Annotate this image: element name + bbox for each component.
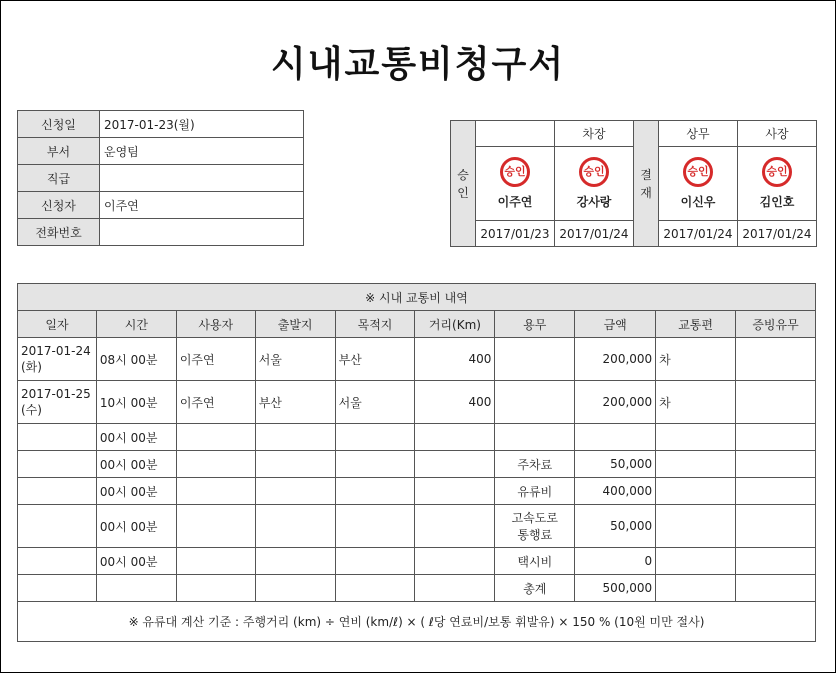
table-cell [18, 478, 97, 505]
table-cell [415, 548, 495, 575]
table-row [18, 338, 816, 381]
table-cell: 400 [415, 338, 495, 381]
table-cell [575, 424, 656, 451]
approval-role [476, 121, 555, 147]
info-label: 부서 [18, 138, 100, 165]
info-label: 직급 [18, 165, 100, 192]
table-cell [255, 575, 335, 602]
table-cell [255, 451, 335, 478]
approver-name: 강사랑 [576, 195, 612, 209]
approval-signature [476, 147, 555, 221]
info-value [100, 165, 304, 192]
info-value: 이주연 [100, 192, 304, 219]
table-cell: 50,000 [575, 451, 656, 478]
info-row [18, 111, 304, 138]
table-cell: 400,000 [575, 478, 656, 505]
approval-signature [738, 147, 817, 221]
table-cell: 2017-01-24 (화) [18, 338, 97, 381]
table-cell [495, 338, 575, 381]
info-value: 2017-01-23(월) [100, 111, 304, 138]
table-cell [656, 505, 736, 548]
table-row [18, 575, 816, 602]
approval-side-label: 승 인 [451, 121, 476, 247]
table-cell [656, 548, 736, 575]
table-cell [176, 505, 255, 548]
approval-table [450, 120, 817, 247]
approval-stamp-icon: 승인 [762, 157, 792, 187]
approval-stamp-icon: 승인 [579, 157, 609, 187]
approval-date: 2017/01/23 [476, 221, 555, 247]
table-cell [176, 478, 255, 505]
table-cell [335, 575, 415, 602]
table-cell [255, 505, 335, 548]
table-row [18, 548, 816, 575]
table-cell: 차 [656, 338, 736, 381]
column-header: 시간 [96, 311, 176, 338]
table-cell [736, 381, 816, 424]
approval-date: 2017/01/24 [738, 221, 817, 247]
table-cell [335, 451, 415, 478]
table-cell [656, 451, 736, 478]
approval-role: 사장 [738, 121, 817, 147]
table-cell [96, 575, 176, 602]
caption-row [18, 284, 816, 311]
column-header: 거리(Km) [415, 311, 495, 338]
column-header: 증빙유무 [736, 311, 816, 338]
table-cell: 고속도로 통행료 [495, 505, 575, 548]
table-cell [736, 338, 816, 381]
info-label: 신청자 [18, 192, 100, 219]
column-header: 금액 [575, 311, 656, 338]
table-cell: 이주연 [176, 381, 255, 424]
table-row [18, 505, 816, 548]
table-cell: 총계 [495, 575, 575, 602]
approval-signature [555, 147, 634, 221]
column-header: 교통편 [656, 311, 736, 338]
info-value: 운영팀 [100, 138, 304, 165]
table-cell [415, 451, 495, 478]
approval-signature [659, 147, 738, 221]
info-label: 전화번호 [18, 219, 100, 246]
info-row [18, 138, 304, 165]
column-header: 출발지 [255, 311, 335, 338]
table-cell [335, 478, 415, 505]
table-cell: 주차료 [495, 451, 575, 478]
table-cell [176, 451, 255, 478]
table-cell [656, 575, 736, 602]
approval-stamp-icon: 승인 [500, 157, 530, 187]
approval-date: 2017/01/24 [659, 221, 738, 247]
table-cell: 200,000 [575, 338, 656, 381]
table-cell [255, 424, 335, 451]
table-cell: 택시비 [495, 548, 575, 575]
approval-role: 차장 [555, 121, 634, 147]
info-row [18, 165, 304, 192]
approver-name: 이신우 [680, 195, 716, 209]
table-caption: ※ 시내 교통비 내역 [18, 284, 816, 311]
table-cell: 08시 00분 [96, 338, 176, 381]
table-cell [415, 505, 495, 548]
column-header: 용무 [495, 311, 575, 338]
approval-role: 상무 [659, 121, 738, 147]
table-cell [18, 548, 97, 575]
approval-date: 2017/01/24 [555, 221, 634, 247]
applicant-info-table [17, 110, 304, 246]
table-cell [495, 381, 575, 424]
table-cell [18, 451, 97, 478]
table-cell [176, 575, 255, 602]
table-cell [736, 575, 816, 602]
column-header: 사용자 [176, 311, 255, 338]
table-cell [176, 548, 255, 575]
settlement-side-label: 결 재 [634, 121, 659, 247]
table-cell: 50,000 [575, 505, 656, 548]
info-value [100, 219, 304, 246]
table-cell [656, 424, 736, 451]
info-row [18, 219, 304, 246]
table-cell: 부산 [335, 338, 415, 381]
table-cell [255, 548, 335, 575]
column-header: 일자 [18, 311, 97, 338]
table-cell [18, 424, 97, 451]
column-header: 목적지 [335, 311, 415, 338]
table-cell: 00시 00분 [96, 505, 176, 548]
table-cell [415, 424, 495, 451]
table-row [18, 424, 816, 451]
table-cell: 00시 00분 [96, 451, 176, 478]
table-cell [415, 478, 495, 505]
table-cell [335, 548, 415, 575]
info-row [18, 192, 304, 219]
table-cell: 이주연 [176, 338, 255, 381]
table-row [18, 478, 816, 505]
table-cell [736, 548, 816, 575]
table-cell: 서울 [255, 338, 335, 381]
table-cell: 서울 [335, 381, 415, 424]
header-row [18, 311, 816, 338]
table-cell: 2017-01-25 (수) [18, 381, 97, 424]
approval-stamp-icon: 승인 [683, 157, 713, 187]
footnote: ※ 유류대 계산 기준 : 주행거리 (km) ÷ 연비 (km/ℓ) × ( ℓ당 연료비/보통 휘발유) × 150 % (10원 미만 절사) [18, 602, 816, 642]
page-title: 시내교통비청구서 [270, 44, 566, 85]
table-row [18, 451, 816, 478]
table-cell: 400 [415, 381, 495, 424]
table-cell: 부산 [255, 381, 335, 424]
table-cell [736, 478, 816, 505]
expense-table [17, 283, 816, 642]
table-cell: 10시 00분 [96, 381, 176, 424]
table-cell [335, 505, 415, 548]
approver-name: 이주연 [497, 195, 533, 209]
table-cell [415, 575, 495, 602]
table-cell [736, 424, 816, 451]
info-label: 신청일 [18, 111, 100, 138]
table-cell [255, 478, 335, 505]
table-cell: 500,000 [575, 575, 656, 602]
table-cell: 유류비 [495, 478, 575, 505]
table-cell: 차 [656, 381, 736, 424]
table-row [18, 381, 816, 424]
table-cell: 00시 00분 [96, 424, 176, 451]
table-cell: 00시 00분 [96, 548, 176, 575]
table-cell [495, 424, 575, 451]
table-cell [736, 451, 816, 478]
table-cell [656, 478, 736, 505]
table-cell [18, 505, 97, 548]
table-cell [18, 575, 97, 602]
approval-role-row [451, 121, 817, 147]
table-cell [176, 424, 255, 451]
approver-name: 김인호 [759, 195, 795, 209]
table-cell [335, 424, 415, 451]
table-cell: 0 [575, 548, 656, 575]
table-cell: 200,000 [575, 381, 656, 424]
footnote-row [18, 602, 816, 642]
table-cell: 00시 00분 [96, 478, 176, 505]
table-cell [736, 505, 816, 548]
